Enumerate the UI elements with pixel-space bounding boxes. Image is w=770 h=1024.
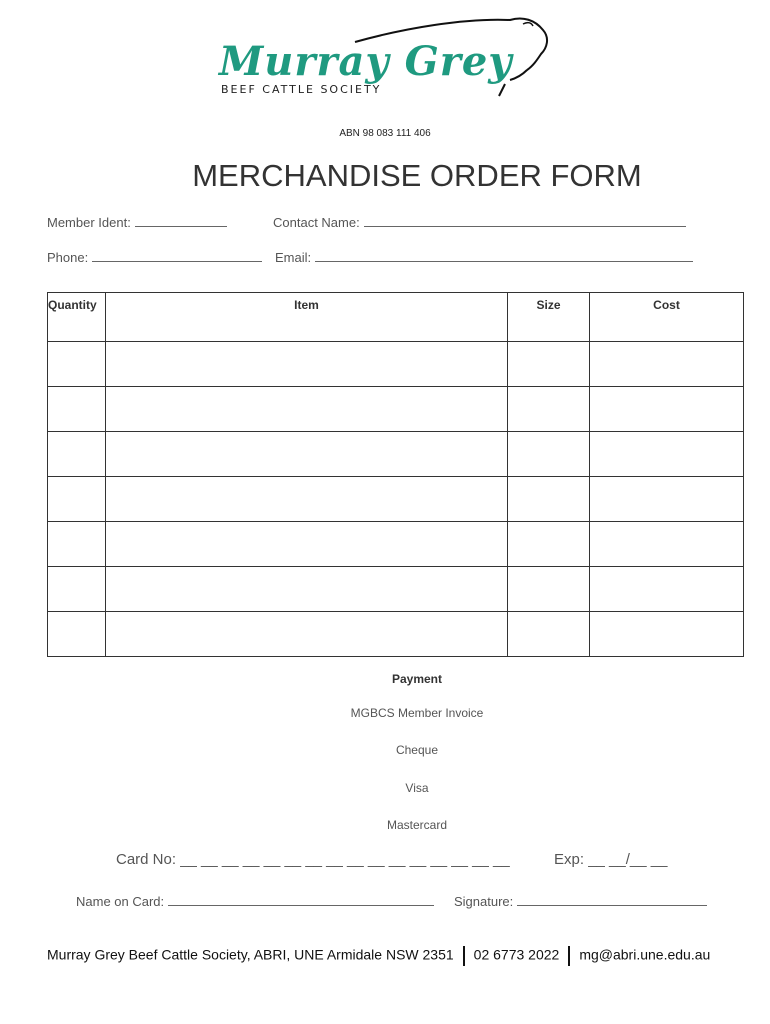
table-row	[48, 432, 744, 477]
table-row	[48, 477, 744, 522]
table-header-row	[48, 293, 744, 342]
size-cell[interactable]	[508, 522, 590, 567]
signature-line[interactable]	[517, 894, 707, 906]
item-cell[interactable]	[106, 342, 508, 387]
order-table	[47, 292, 744, 657]
cost-cell[interactable]	[590, 477, 744, 522]
item-cell[interactable]	[106, 387, 508, 432]
cost-cell[interactable]	[590, 342, 744, 387]
item-cell[interactable]	[106, 477, 508, 522]
size-cell[interactable]	[508, 432, 590, 477]
table-row	[48, 612, 744, 657]
quantity-cell[interactable]	[48, 387, 106, 432]
item-cell[interactable]	[106, 612, 508, 657]
email-field[interactable]	[275, 250, 693, 265]
cost-cell[interactable]	[590, 432, 744, 477]
email-line[interactable]	[315, 250, 693, 262]
footer-address: Murray Grey Beef Cattle Society, ABRI, UNE Armidale NSW 2351	[47, 946, 454, 963]
size-cell[interactable]	[508, 477, 590, 522]
cost-cell[interactable]	[590, 612, 744, 657]
abn-number: ABN 98 083 111 406	[339, 128, 431, 139]
payment-option-mastercard[interactable]: Mastercard	[386, 818, 448, 832]
table-row	[48, 387, 744, 432]
payment-option-cheque[interactable]: Cheque	[395, 743, 439, 757]
cost-cell[interactable]	[590, 387, 744, 432]
cost-cell[interactable]	[590, 567, 744, 612]
email-label: Email:	[275, 250, 312, 265]
card-number-blanks[interactable]: __ __ __ __ __ __ __ __ __ __ __ __ __ __ __ __	[180, 851, 510, 868]
footer-divider	[463, 946, 465, 966]
footer-contact	[47, 946, 710, 966]
payment-option-visa[interactable]: Visa	[405, 781, 429, 795]
signature-label: Signature:	[454, 894, 514, 909]
size-header: Size	[508, 293, 590, 342]
card-number-field[interactable]	[116, 851, 510, 868]
cost-cell[interactable]	[590, 522, 744, 567]
payment-option-invoice[interactable]: MGBCS Member Invoice	[350, 706, 484, 720]
table-row	[48, 567, 744, 612]
quantity-cell[interactable]	[48, 342, 106, 387]
quantity-cell[interactable]	[48, 477, 106, 522]
expiry-field[interactable]	[554, 851, 667, 868]
item-cell[interactable]	[106, 432, 508, 477]
cost-header: Cost	[590, 293, 744, 342]
footer-email[interactable]: mg@abri.une.edu.au	[579, 946, 711, 963]
name-on-card-label: Name on Card:	[76, 894, 165, 909]
member-ident-field[interactable]	[47, 215, 227, 230]
size-cell[interactable]	[508, 342, 590, 387]
page-title: MERCHANDISE ORDER FORM	[192, 158, 642, 193]
item-header: Item	[106, 293, 508, 342]
item-cell[interactable]	[106, 522, 508, 567]
size-cell[interactable]	[508, 387, 590, 432]
table-row	[48, 522, 744, 567]
size-cell[interactable]	[508, 612, 590, 657]
footer-divider	[568, 946, 570, 966]
name-on-card-field[interactable]	[76, 894, 434, 909]
footer-phone: 02 6773 2022	[473, 946, 560, 963]
member-ident-label: Member Ident:	[47, 215, 131, 230]
quantity-cell[interactable]	[48, 567, 106, 612]
logo-wordmark: Murray Grey	[219, 38, 513, 85]
name-on-card-line[interactable]	[168, 894, 434, 906]
signature-field[interactable]	[454, 894, 707, 909]
expiry-label: Exp:	[554, 851, 585, 868]
table-row	[48, 342, 744, 387]
card-number-label: Card No:	[116, 851, 177, 868]
contact-name-label: Contact Name:	[273, 215, 360, 230]
item-cell[interactable]	[106, 567, 508, 612]
quantity-cell[interactable]	[48, 612, 106, 657]
contact-name-field[interactable]	[273, 215, 686, 230]
phone-label: Phone:	[47, 250, 89, 265]
contact-name-line[interactable]	[364, 215, 686, 227]
quantity-cell[interactable]	[48, 522, 106, 567]
size-cell[interactable]	[508, 567, 590, 612]
payment-heading: Payment	[391, 672, 443, 686]
expiry-blanks[interactable]: __ __/__ __	[588, 851, 668, 868]
society-logo	[205, 8, 555, 120]
phone-field[interactable]	[47, 250, 262, 265]
quantity-header: Quantity	[48, 293, 106, 342]
quantity-cell[interactable]	[48, 432, 106, 477]
logo-subtitle: BEEF CATTLE SOCIETY	[221, 83, 382, 96]
phone-line[interactable]	[92, 250, 262, 262]
member-ident-line[interactable]	[135, 215, 227, 227]
